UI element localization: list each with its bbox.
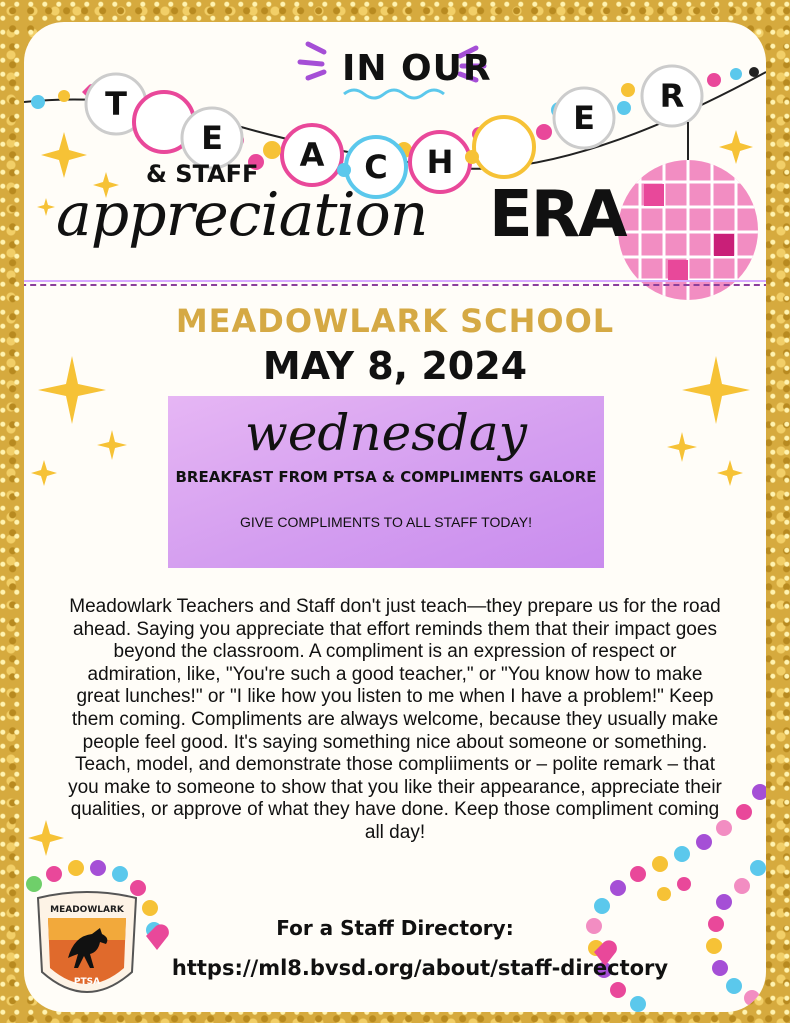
in-our-heading: IN OUR (342, 48, 492, 89)
appreciation-script: appreciation (56, 180, 428, 250)
wave-icon (344, 90, 444, 98)
svg-text:MEADOWLARK: MEADOWLARK (50, 905, 124, 915)
and-staff-label: & STAFF (146, 160, 259, 188)
event-title: BREAKFAST FROM PTSA & COMPLIMENTS GALORE (175, 468, 597, 486)
svg-text:T: T (105, 85, 127, 123)
event-subtitle: GIVE COMPLIMENTS TO ALL STAFF TODAY! (240, 514, 532, 530)
divider-shadow (24, 280, 766, 282)
svg-text:H: H (426, 143, 454, 181)
svg-text:A: A (299, 136, 325, 174)
svg-text:E: E (201, 119, 223, 157)
disco-ball-icon (614, 152, 764, 312)
svg-text:R: R (659, 77, 685, 115)
dashed-divider (24, 284, 766, 286)
flyer-card (24, 22, 766, 1012)
event-box (168, 396, 604, 568)
svg-text:C: C (364, 148, 388, 186)
era-heading: ERA (489, 178, 626, 252)
body-paragraph: Meadowlark Teachers and Staff don't just teach—they prepare us for the road ahead. Saying you appreciate that effort reminds them that their impact goes beyond the classroom. A compliment is an expression of respect or admiration, like, "You're such a good teacher," or "You know how to make great lunches!" or "I like how you listen to me when I have a problem!" Keep them coming. Compliments are always welcome, because they usually make people feel good. It's saying something nice about someone or something. Teach, model, and demonstrate those compliiments or – polite remark – that you make to someone to show that you like their appearance, appreciate their qualities, or approve of what they have done. Keep those compliment coming all day! (68, 596, 722, 843)
svg-text:PTSA: PTSA (73, 977, 101, 987)
school-name: MEADOWLARK SCHOOL (175, 302, 615, 340)
directory-label: For a Staff Directory: (276, 916, 514, 940)
svg-text:E: E (573, 99, 595, 137)
event-date: MAY 8, 2024 (262, 344, 528, 388)
weekday-script: wednesday (245, 404, 527, 462)
ptsa-logo (28, 888, 146, 1012)
directory-link[interactable]: https://ml8.bvsd.org/about/staff-directory (171, 956, 669, 980)
